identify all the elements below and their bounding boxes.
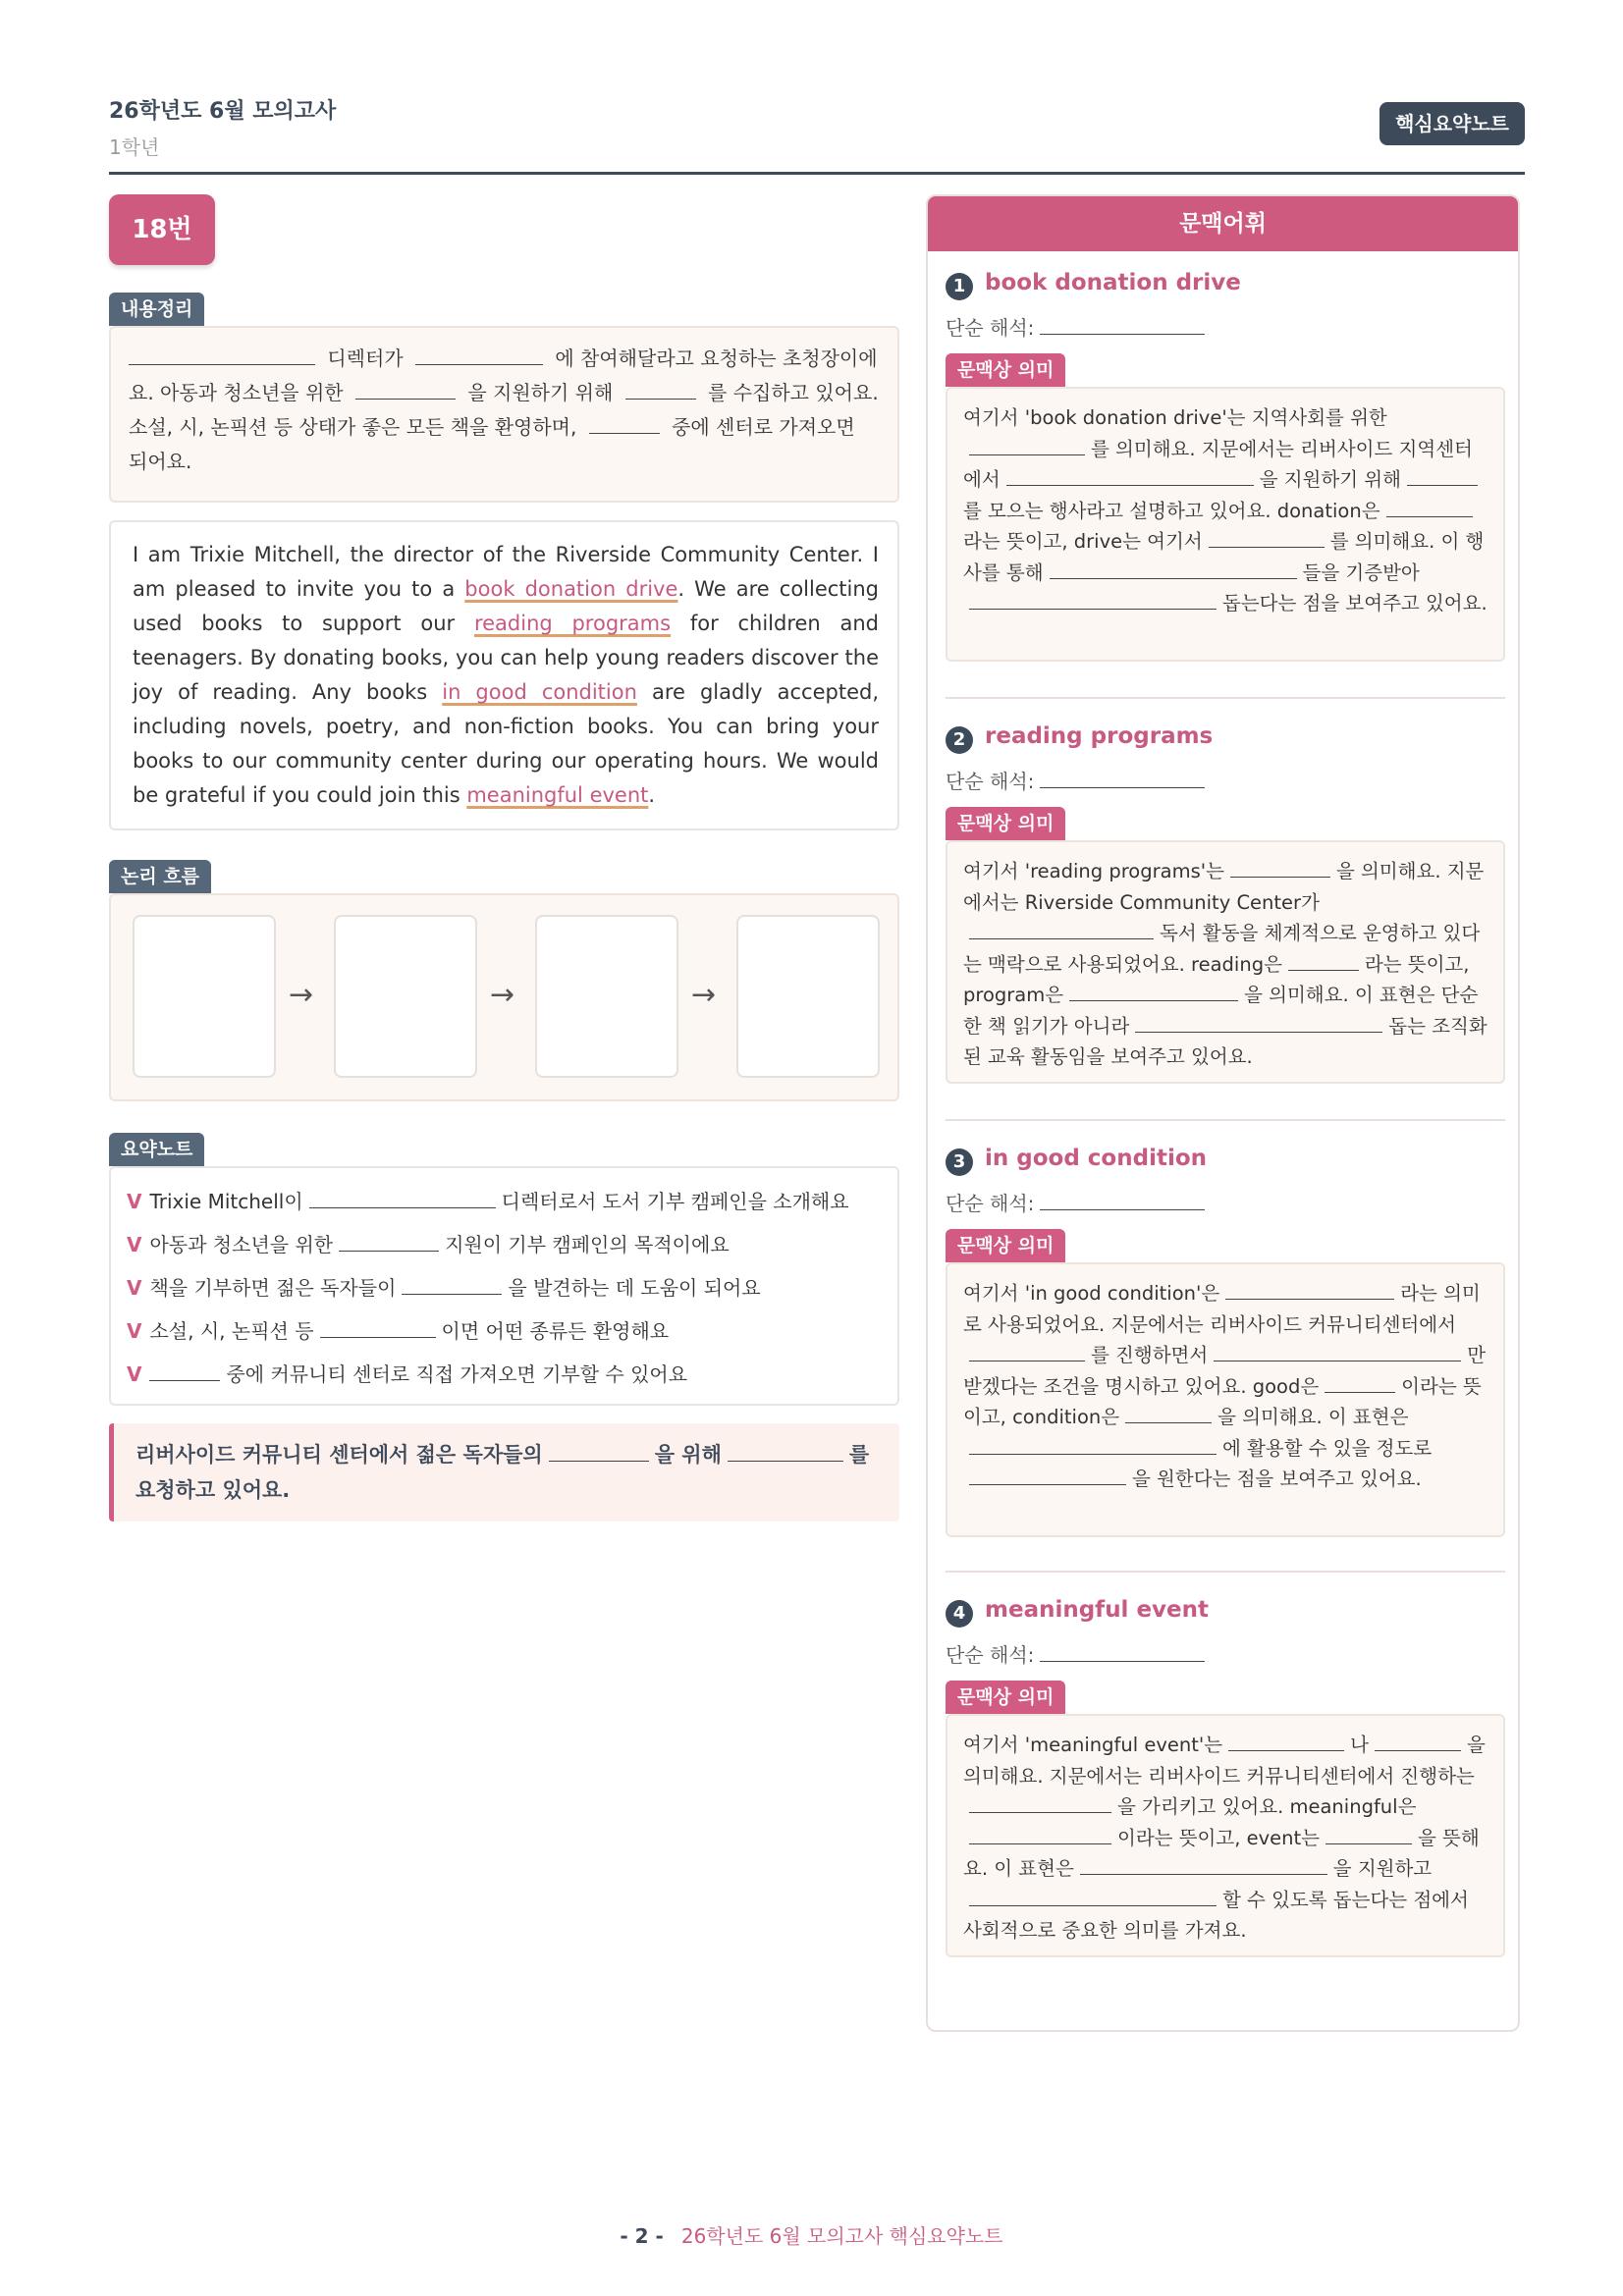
conclusion-segment: 를 요청하고 있어요. xyxy=(135,1443,870,1502)
highlight-reading-programs: reading programs xyxy=(473,612,672,635)
note-item xyxy=(127,1353,883,1396)
context-blank xyxy=(969,609,1217,610)
flow-step-card xyxy=(334,915,477,1078)
passage-segment: . We are collecting used books to support our xyxy=(133,577,880,635)
context-segment: 라는 의미로 사용되었어요. 지문에서는 리버사이드 커뮤니티센터에서 xyxy=(963,1282,1481,1336)
context-segment: 할 수 있도록 돕는다는 점에서 사회적으로 중요한 의미를 가져요. xyxy=(963,1888,1469,1942)
translation-blank xyxy=(1040,334,1205,335)
context-segment: 들을 기증받아 xyxy=(1302,561,1420,584)
context-segment: 을 뜻해요. 이 표현은 xyxy=(963,1826,1480,1880)
note-blank xyxy=(402,1294,502,1295)
flow-step-card xyxy=(133,915,276,1078)
vocab-term: reading programs xyxy=(985,723,1214,749)
context-segment: 라는 뜻이고, program은 xyxy=(963,952,1470,1006)
context-segment: 돕는 조직화된 교육 활동임을 보여주고 있어요. xyxy=(963,1014,1488,1068)
context-blank xyxy=(1228,1750,1344,1751)
summary-box xyxy=(109,326,899,503)
summary-segment: 에 참여해달라고 요청하는 초청장이에요. 아동과 청소년을 위한 xyxy=(129,347,878,404)
check-mark-icon: V xyxy=(127,1233,142,1256)
context-blank xyxy=(1125,1422,1212,1423)
context-blank xyxy=(969,1843,1111,1844)
note-item xyxy=(127,1309,883,1353)
highlight-in-good-condition: in good condition xyxy=(442,680,637,704)
context-meaning-text xyxy=(963,856,1489,1073)
flow-step-card xyxy=(535,915,678,1078)
logic-flow-box xyxy=(109,893,899,1101)
simple-translation-label: 단순 해석: xyxy=(946,1192,1035,1215)
context-segment: 을 지원하기 위해 xyxy=(1259,468,1401,491)
translation-blank xyxy=(1040,1661,1205,1662)
vocab-divider xyxy=(946,697,1505,699)
context-segment: 여기서 'book donation drive'는 지역사회를 위한 xyxy=(963,406,1387,429)
note-item xyxy=(127,1180,883,1223)
context-blank xyxy=(1214,1361,1461,1362)
translation-blank xyxy=(1040,1209,1205,1210)
context-blank xyxy=(1386,516,1473,517)
simple-translation-label: 단순 해석: xyxy=(946,770,1035,793)
simple-translation xyxy=(946,1188,1211,1216)
simple-translation-label: 단순 해석: xyxy=(946,1643,1035,1667)
context-blank xyxy=(969,1361,1085,1362)
flow-arrow: → xyxy=(691,978,717,1012)
check-mark-icon: V xyxy=(127,1362,142,1386)
note-text: 중에 커뮤니티 센터로 직접 가져오면 기부할 수 있어요 xyxy=(226,1362,688,1386)
conclusion-box xyxy=(109,1423,899,1522)
summary-segment: 를 수집하고 있어요. 소설, 시, 논픽션 등 상태가 좋은 모든 책을 환영하며, xyxy=(129,381,879,439)
summary-notes-tag: 요약노트 xyxy=(109,1133,204,1166)
grade-label: 1학년 xyxy=(109,135,160,159)
context-segment: 여기서 'in good condition'은 xyxy=(963,1282,1220,1305)
note-blank xyxy=(320,1337,436,1338)
context-segment: 을 의미해요. 지문에서는 리버사이드 커뮤니티센터에서 진행하는 xyxy=(963,1734,1486,1788)
conclusion-blank xyxy=(728,1461,843,1462)
conclusion-segment: 리버사이드 커뮤니티 센터에서 젊은 독자들의 xyxy=(135,1443,543,1467)
note-text: 지원이 기부 캠페인의 목적이에요 xyxy=(445,1233,730,1256)
note-type-badge: 핵심요약노트 xyxy=(1380,102,1525,145)
conclusion-blank xyxy=(549,1461,649,1462)
context-meaning-text xyxy=(963,402,1489,619)
vocab-term: meaningful event xyxy=(985,1597,1210,1623)
simple-translation-label: 단순 해석: xyxy=(946,316,1035,340)
summary-blank xyxy=(355,399,456,400)
context-blank xyxy=(969,1454,1217,1455)
context-blank xyxy=(969,1905,1217,1906)
context-blank xyxy=(1407,485,1478,486)
note-text: 책을 기부하면 젊은 독자들이 xyxy=(149,1276,397,1300)
vocab-number: 1 xyxy=(946,273,973,300)
document-title: 26학년도 6월 모의고사 xyxy=(109,99,337,124)
summary-text xyxy=(129,342,880,479)
context-segment: 에 활용할 수 있을 정도로 xyxy=(1222,1436,1433,1460)
context-segment: 을 의미해요. 이 표현은 xyxy=(1217,1406,1409,1428)
context-blank xyxy=(969,1484,1126,1485)
summary-notes-box xyxy=(109,1166,899,1406)
context-meaning-tag: 문맥상 의미 xyxy=(946,807,1065,840)
context-segment: 이라는 뜻이고, condition은 xyxy=(963,1374,1482,1428)
flow-arrow: → xyxy=(289,978,314,1012)
context-segment: 을 의미해요. 이 표현은 단순한 책 읽기가 아니라 xyxy=(963,984,1479,1038)
vocab-divider xyxy=(946,1571,1505,1573)
context-segment: 돕는다는 점을 보여주고 있어요. xyxy=(1222,592,1488,614)
footer-title: 26학년도 6월 모의고사 핵심요약노트 xyxy=(680,2224,1003,2248)
question-number: 18번 xyxy=(109,194,215,265)
summary-blank xyxy=(589,433,660,434)
summary-blank xyxy=(625,399,696,400)
vocab-number: 2 xyxy=(946,726,973,754)
passage-text xyxy=(133,538,879,813)
context-segment: 를 진행하면서 xyxy=(1091,1344,1209,1366)
context-blank xyxy=(1225,1299,1394,1300)
note-item xyxy=(127,1266,883,1309)
context-blank xyxy=(1375,1750,1461,1751)
vocab-number: 3 xyxy=(946,1148,973,1176)
note-item xyxy=(127,1223,883,1266)
note-text: 소설, 시, 논픽션 등 xyxy=(149,1319,314,1343)
summary-notes-list xyxy=(127,1180,883,1396)
highlight-book-donation-drive: book donation drive xyxy=(464,577,678,601)
context-blank xyxy=(969,454,1085,455)
summary-tag: 내용정리 xyxy=(109,293,204,326)
vocab-term: book donation drive xyxy=(985,270,1241,295)
summary-blank xyxy=(129,364,315,365)
note-blank xyxy=(309,1207,496,1208)
note-text: 디렉터로서 도서 기부 캠페인을 소개해요 xyxy=(501,1190,849,1213)
flow-arrow: → xyxy=(490,978,515,1012)
summary-blank xyxy=(415,364,543,365)
check-mark-icon: V xyxy=(127,1276,142,1300)
page-number: - 2 - xyxy=(620,2224,664,2248)
context-segment: 를 의미해요. 지문에서는 리버사이드 지역센터에서 xyxy=(963,437,1473,491)
simple-translation xyxy=(946,312,1211,341)
note-text: 이면 어떤 종류든 환영해요 xyxy=(441,1319,670,1343)
context-segment: 여기서 'meaningful event'는 xyxy=(963,1734,1223,1756)
context-blank xyxy=(1006,485,1254,486)
context-segment: 만 받겠다는 조건을 명시하고 있어요. good은 xyxy=(963,1344,1487,1398)
context-meaning-box xyxy=(946,840,1505,1084)
context-segment: 을 가리키고 있어요. meaningful은 xyxy=(1117,1795,1417,1818)
passage-segment: . xyxy=(648,783,656,807)
summary-segment: 디렉터가 xyxy=(327,347,404,370)
context-blank xyxy=(1230,877,1330,878)
context-blank xyxy=(1135,1032,1382,1033)
context-segment: 독서 활동을 체계적으로 운영하고 있다는 맥락으로 사용되었어요. reading은 xyxy=(963,922,1481,976)
summary-segment: 을 지원하기 위해 xyxy=(467,381,614,404)
context-segment: 을 의미해요. 지문에서는 Riverside Community Center가 xyxy=(963,860,1485,914)
context-blank xyxy=(969,1812,1111,1813)
conclusion-text xyxy=(135,1437,882,1508)
context-blank xyxy=(1325,1843,1412,1844)
context-meaning-text xyxy=(963,1730,1489,1947)
context-meaning-box xyxy=(946,1714,1505,1957)
logic-flow-tag: 논리 흐름 xyxy=(109,860,211,893)
translation-blank xyxy=(1040,787,1205,788)
passage-segment: for children and teenagers. By donating books, you can help young readers discover the joy of reading. Any books xyxy=(133,612,879,704)
context-blank xyxy=(1325,1392,1395,1393)
context-meaning-tag: 문맥상 의미 xyxy=(946,1229,1065,1262)
vocab-term: in good condition xyxy=(985,1146,1208,1171)
context-segment: 여기서 'reading programs'는 xyxy=(963,860,1224,882)
note-text: 아동과 청소년을 위한 xyxy=(149,1233,334,1256)
check-mark-icon: V xyxy=(127,1319,142,1343)
context-blank xyxy=(1080,1874,1327,1875)
context-meaning-box xyxy=(946,1262,1505,1537)
context-segment: 나 xyxy=(1350,1734,1369,1756)
context-blank xyxy=(1288,970,1359,971)
context-blank xyxy=(969,938,1154,939)
vocab-number: 4 xyxy=(946,1600,973,1628)
context-segment: 라는 뜻이고, drive는 여기서 xyxy=(963,530,1203,553)
context-segment: 를 의미해요. 이 행사를 통해 xyxy=(963,530,1485,584)
context-blank xyxy=(1069,1000,1238,1001)
vocab-panel xyxy=(926,194,1520,2032)
context-meaning-tag: 문맥상 의미 xyxy=(946,353,1065,387)
flow-step-card xyxy=(736,915,880,1078)
context-segment: 이라는 뜻이고, event는 xyxy=(1117,1826,1320,1849)
simple-translation xyxy=(946,766,1211,794)
vocab-panel-title: 문맥어휘 xyxy=(928,196,1518,251)
context-meaning-box xyxy=(946,387,1505,662)
page-header xyxy=(109,94,1525,175)
page-footer xyxy=(0,2220,1623,2249)
check-mark-icon: V xyxy=(127,1190,142,1213)
context-segment: 을 원한다는 점을 보여주고 있어요. xyxy=(1132,1468,1422,1490)
context-segment: 을 지원하고 xyxy=(1332,1857,1433,1880)
passage-box xyxy=(109,520,899,830)
note-text: Trixie Mitchell이 xyxy=(149,1190,303,1213)
conclusion-segment: 을 위해 xyxy=(654,1443,722,1467)
passage-segment: I am Trixie Mitchell, the director of the Riverside Community Center. I am pleased to invite you to a xyxy=(133,543,879,601)
passage-segment: are gladly accepted, including novels, poetry, and non-fiction books. You can bring your books to our community center during our operating hours. We would be grateful if you could join this xyxy=(133,680,880,807)
context-blank xyxy=(1050,578,1297,579)
simple-translation xyxy=(946,1639,1211,1668)
note-text: 을 발견하는 데 도움이 되어요 xyxy=(508,1276,761,1300)
highlight-meaningful-event: meaningful event xyxy=(466,783,649,807)
context-meaning-tag: 문맥상 의미 xyxy=(946,1681,1065,1714)
context-meaning-text xyxy=(963,1278,1489,1495)
note-blank xyxy=(339,1251,439,1252)
vocab-divider xyxy=(946,1119,1505,1121)
context-segment: 를 모으는 행사라고 설명하고 있어요. donation은 xyxy=(963,499,1380,522)
summary-segment: 중에 센터로 가져오면 되어요. xyxy=(129,415,855,473)
context-blank xyxy=(1209,547,1325,548)
note-blank xyxy=(149,1380,220,1381)
